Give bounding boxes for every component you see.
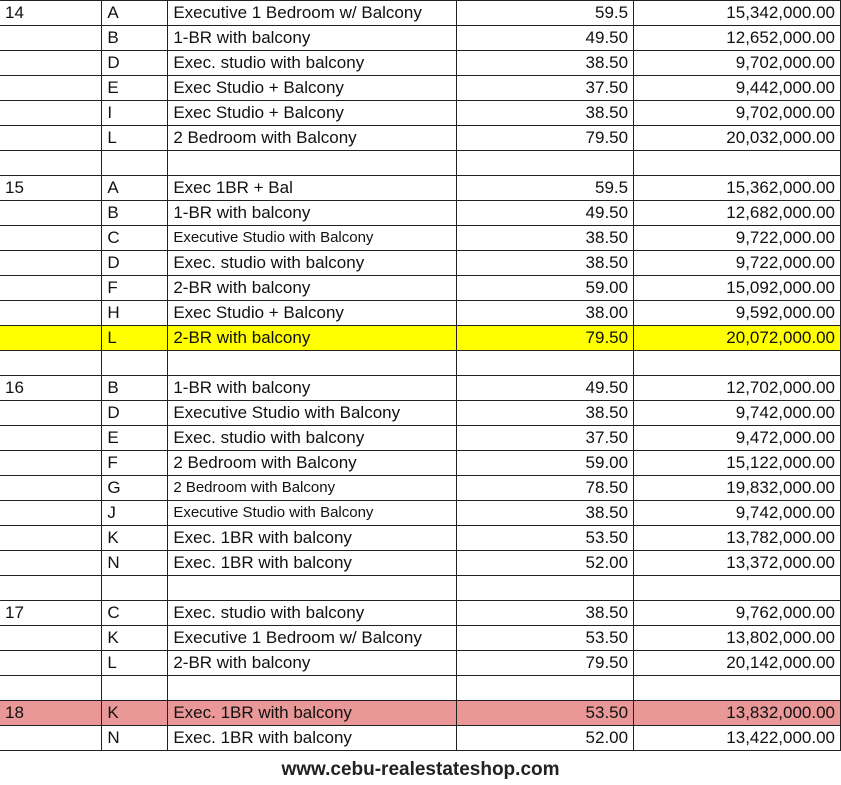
area-cell: 49.50: [457, 26, 634, 51]
unit-type-cell: Exec. studio with balcony: [168, 251, 457, 276]
table-row: [0, 701, 841, 726]
area-cell: 53.50: [457, 626, 634, 651]
floor-cell: [0, 151, 102, 176]
unit-type-cell: Exec Studio + Balcony: [168, 76, 457, 101]
unit-type-cell: [168, 351, 457, 376]
floor-cell: [0, 526, 102, 551]
table-row: [0, 326, 841, 351]
area-cell: [457, 576, 634, 601]
table-row: [0, 426, 841, 451]
unit-cell: K: [102, 626, 168, 651]
unit-cell: E: [102, 76, 168, 101]
area-cell: 52.00: [457, 551, 634, 576]
price-cell: 13,802,000.00: [634, 626, 841, 651]
unit-cell: [102, 676, 168, 701]
floor-cell: [0, 51, 102, 76]
unit-cell: D: [102, 401, 168, 426]
area-cell: 49.50: [457, 376, 634, 401]
area-cell: 53.50: [457, 701, 634, 726]
price-cell: [634, 576, 841, 601]
table-row: [0, 601, 841, 626]
unit-cell: C: [102, 226, 168, 251]
unit-type-cell: Exec 1BR + Bal: [168, 176, 457, 201]
area-cell: 38.50: [457, 101, 634, 126]
floor-cell: [0, 451, 102, 476]
floor-cell: [0, 251, 102, 276]
area-cell: [457, 676, 634, 701]
unit-type-cell: Exec. 1BR with balcony: [168, 701, 457, 726]
area-cell: 38.50: [457, 601, 634, 626]
unit-type-cell: 1-BR with balcony: [168, 376, 457, 401]
spacer-row: [0, 676, 841, 701]
unit-type-cell: 2 Bedroom with Balcony: [168, 126, 457, 151]
area-cell: [457, 151, 634, 176]
unit-cell: A: [102, 176, 168, 201]
unit-type-cell: Exec. studio with balcony: [168, 601, 457, 626]
floor-cell: [0, 276, 102, 301]
price-cell: 9,742,000.00: [634, 401, 841, 426]
price-cell: 13,372,000.00: [634, 551, 841, 576]
price-cell: 9,442,000.00: [634, 76, 841, 101]
floor-cell: [0, 501, 102, 526]
unit-cell: C: [102, 601, 168, 626]
table-row: [0, 501, 841, 526]
area-cell: 53.50: [457, 526, 634, 551]
spacer-row: [0, 576, 841, 601]
floor-cell: [0, 76, 102, 101]
floor-cell: [0, 351, 102, 376]
price-cell: 13,782,000.00: [634, 526, 841, 551]
floor-cell: 17: [0, 601, 102, 626]
floor-cell: 14: [0, 1, 102, 26]
unit-type-cell: Exec Studio + Balcony: [168, 101, 457, 126]
floor-cell: 18: [0, 701, 102, 726]
unit-type-cell: Executive 1 Bedroom w/ Balcony: [168, 1, 457, 26]
table-row: [0, 451, 841, 476]
price-cell: 19,832,000.00: [634, 476, 841, 501]
price-cell: [634, 351, 841, 376]
floor-cell: [0, 26, 102, 51]
unit-cell: A: [102, 1, 168, 26]
unit-cell: H: [102, 301, 168, 326]
unit-type-cell: Exec. 1BR with balcony: [168, 726, 457, 751]
floor-cell: [0, 301, 102, 326]
price-cell: 9,592,000.00: [634, 301, 841, 326]
area-cell: 38.00: [457, 301, 634, 326]
floor-cell: [0, 726, 102, 751]
unit-type-cell: 2 Bedroom with Balcony: [168, 476, 457, 501]
floor-cell: [0, 126, 102, 151]
price-cell: 9,742,000.00: [634, 501, 841, 526]
unit-type-cell: Executive Studio with Balcony: [168, 401, 457, 426]
price-cell: 9,472,000.00: [634, 426, 841, 451]
table-row: [0, 301, 841, 326]
area-cell: 38.50: [457, 226, 634, 251]
table-row: [0, 26, 841, 51]
unit-cell: N: [102, 726, 168, 751]
table-row: [0, 1, 841, 26]
table-row: [0, 476, 841, 501]
area-cell: 59.00: [457, 451, 634, 476]
floor-cell: [0, 426, 102, 451]
price-cell: 9,762,000.00: [634, 601, 841, 626]
floor-cell: [0, 201, 102, 226]
floor-cell: [0, 476, 102, 501]
table-row: [0, 226, 841, 251]
unit-type-cell: Exec. studio with balcony: [168, 51, 457, 76]
price-cell: 15,342,000.00: [634, 1, 841, 26]
floor-cell: [0, 101, 102, 126]
unit-type-cell: [168, 151, 457, 176]
price-cell: 15,122,000.00: [634, 451, 841, 476]
unit-cell: J: [102, 501, 168, 526]
floor-cell: [0, 626, 102, 651]
table-row: [0, 201, 841, 226]
price-cell: 15,092,000.00: [634, 276, 841, 301]
price-cell: [634, 151, 841, 176]
unit-type-cell: 2-BR with balcony: [168, 651, 457, 676]
table-row: [0, 126, 841, 151]
price-cell: 12,702,000.00: [634, 376, 841, 401]
price-cell: 9,722,000.00: [634, 226, 841, 251]
area-cell: 59.5: [457, 1, 634, 26]
table-row: [0, 76, 841, 101]
floor-cell: [0, 576, 102, 601]
table-row: [0, 526, 841, 551]
unit-type-cell: Executive Studio with Balcony: [168, 501, 457, 526]
area-cell: 59.5: [457, 176, 634, 201]
price-cell: 9,722,000.00: [634, 251, 841, 276]
price-cell: 20,072,000.00: [634, 326, 841, 351]
price-cell: [634, 676, 841, 701]
area-cell: 38.50: [457, 501, 634, 526]
table-row: [0, 251, 841, 276]
area-cell: [457, 351, 634, 376]
area-cell: 79.50: [457, 326, 634, 351]
table-row: [0, 276, 841, 301]
area-cell: 37.50: [457, 76, 634, 101]
area-cell: 37.50: [457, 426, 634, 451]
unit-type-cell: Exec. studio with balcony: [168, 426, 457, 451]
floor-cell: [0, 551, 102, 576]
unit-cell: K: [102, 701, 168, 726]
unit-cell: [102, 576, 168, 601]
floor-cell: [0, 676, 102, 701]
area-cell: 38.50: [457, 401, 634, 426]
unit-cell: D: [102, 51, 168, 76]
price-cell: 15,362,000.00: [634, 176, 841, 201]
floor-cell: 15: [0, 176, 102, 201]
unit-type-cell: 2 Bedroom with Balcony: [168, 451, 457, 476]
table-row: [0, 551, 841, 576]
price-cell: 12,652,000.00: [634, 26, 841, 51]
unit-type-cell: Executive 1 Bedroom w/ Balcony: [168, 626, 457, 651]
area-cell: 59.00: [457, 276, 634, 301]
unit-cell: L: [102, 651, 168, 676]
spacer-row: [0, 351, 841, 376]
unit-type-cell: Executive Studio with Balcony: [168, 226, 457, 251]
price-cell: 20,032,000.00: [634, 126, 841, 151]
table-row: [0, 651, 841, 676]
price-cell: 9,702,000.00: [634, 51, 841, 76]
table-row: [0, 51, 841, 76]
unit-cell: I: [102, 101, 168, 126]
price-cell: 20,142,000.00: [634, 651, 841, 676]
area-cell: 38.50: [457, 51, 634, 76]
unit-type-cell: Exec. 1BR with balcony: [168, 526, 457, 551]
floor-cell: [0, 326, 102, 351]
unit-cell: D: [102, 251, 168, 276]
area-cell: 78.50: [457, 476, 634, 501]
area-cell: 79.50: [457, 651, 634, 676]
table-row: [0, 401, 841, 426]
unit-type-cell: [168, 676, 457, 701]
area-cell: 49.50: [457, 201, 634, 226]
unit-cell: [102, 351, 168, 376]
floor-cell: [0, 226, 102, 251]
table-row: [0, 176, 841, 201]
floor-cell: [0, 401, 102, 426]
unit-cell: N: [102, 551, 168, 576]
unit-cell: B: [102, 26, 168, 51]
unit-type-cell: 2-BR with balcony: [168, 276, 457, 301]
price-cell: 13,422,000.00: [634, 726, 841, 751]
unit-type-cell: 1-BR with balcony: [168, 201, 457, 226]
unit-type-cell: [168, 576, 457, 601]
table-row: [0, 101, 841, 126]
area-cell: 38.50: [457, 251, 634, 276]
spacer-row: [0, 151, 841, 176]
area-cell: 52.00: [457, 726, 634, 751]
table-row: [0, 726, 841, 751]
unit-type-cell: Exec Studio + Balcony: [168, 301, 457, 326]
price-cell: 9,702,000.00: [634, 101, 841, 126]
unit-cell: B: [102, 201, 168, 226]
unit-cell: K: [102, 526, 168, 551]
unit-cell: E: [102, 426, 168, 451]
unit-cell: F: [102, 451, 168, 476]
unit-type-cell: 2-BR with balcony: [168, 326, 457, 351]
unit-cell: L: [102, 326, 168, 351]
unit-type-cell: Exec. 1BR with balcony: [168, 551, 457, 576]
floor-cell: [0, 651, 102, 676]
unit-cell: [102, 151, 168, 176]
unit-cell: B: [102, 376, 168, 401]
unit-cell: G: [102, 476, 168, 501]
table-row: [0, 376, 841, 401]
area-cell: 79.50: [457, 126, 634, 151]
price-cell: 12,682,000.00: [634, 201, 841, 226]
floor-cell: 16: [0, 376, 102, 401]
unit-cell: L: [102, 126, 168, 151]
unit-cell: F: [102, 276, 168, 301]
table-row: [0, 626, 841, 651]
unit-type-cell: 1-BR with balcony: [168, 26, 457, 51]
price-cell: 13,832,000.00: [634, 701, 841, 726]
website-footer: www.cebu-realestateshop.com: [281, 759, 560, 780]
